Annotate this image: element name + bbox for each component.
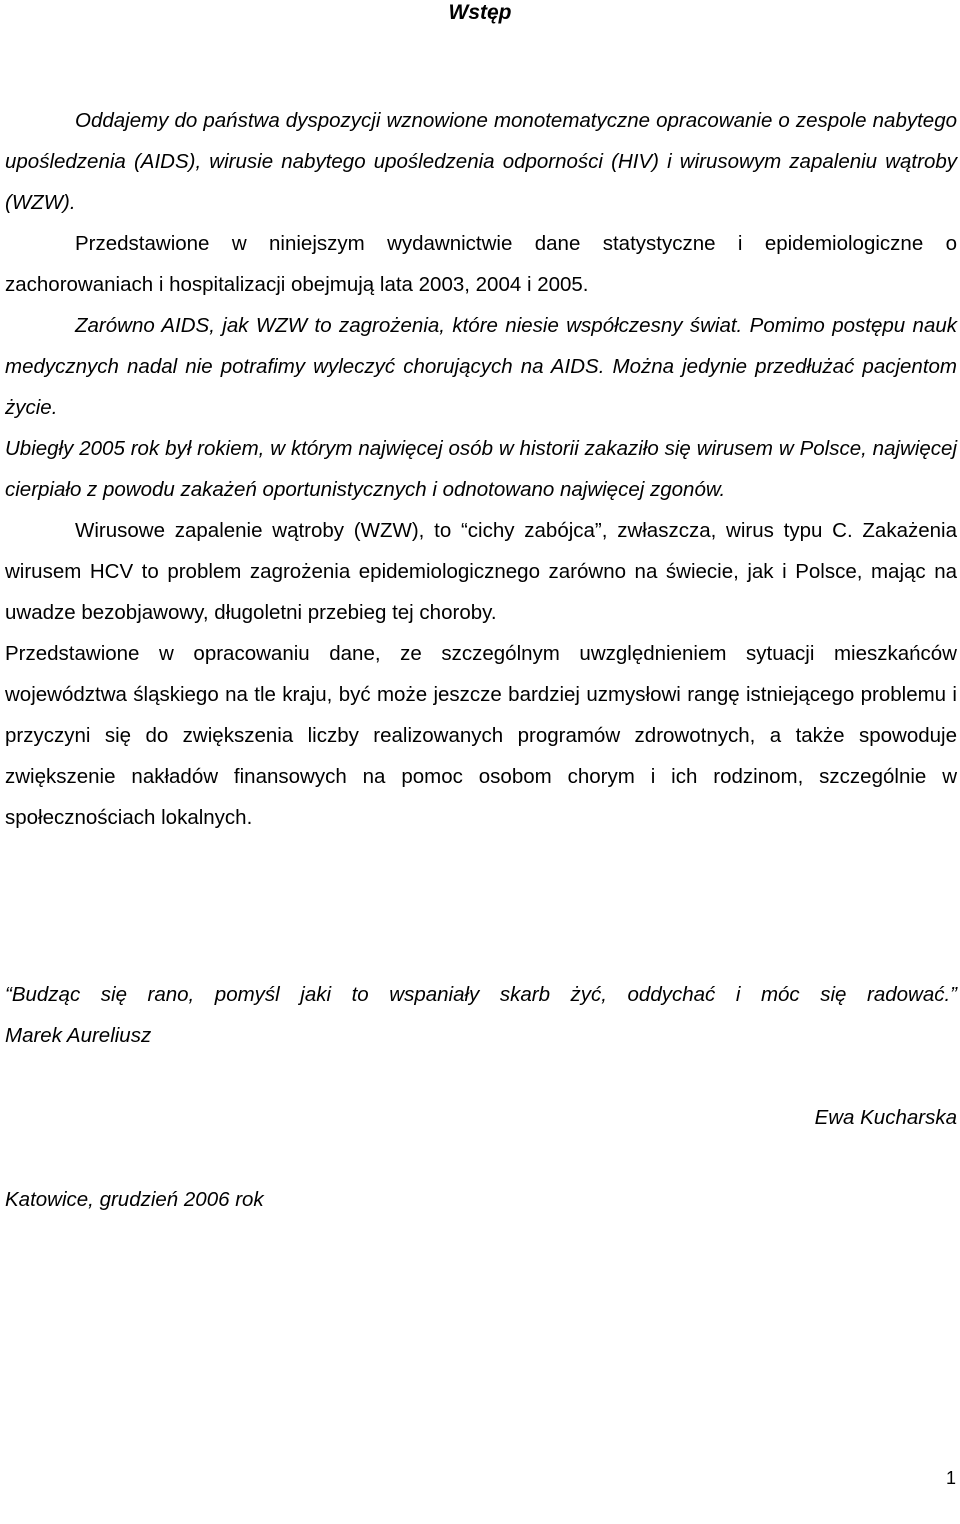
paragraph-aids: Zarówno AIDS, jak WZW to zagrożenia, które niesie współczesny świat. Pomimo postępu nauk medycznych nadal nie potrafimy wyleczyć chorujących na AIDS. Można jedynie przedłużać pacjentom życie.: [5, 314, 957, 419]
paragraph-wzw: Wirusowe zapalenie wątroby (WZW), to “cichy zabójca”, zwłaszcza, wirus typu C. Zakażenia wirusem HCV to problem zagrożenia epidemiologicznego zarówno na świecie, jak i Polsce, mając na uwadze bezobjawowy, długoletni przebieg tej choroby.: [5, 519, 957, 624]
paragraph-intro: Oddajemy do państwa dyspozycji wznowione monotematyczne opracowanie o zespole nabytego upośledzenia (AIDS), wirusie nabytego upośledzenia odporności (HIV) i wirusowym zapaleniu wątroby (WZW).: [5, 109, 957, 214]
body-text: [5, 100, 957, 838]
page-title: Wstęp: [448, 1, 512, 24]
paragraph-2005: Ubiegły 2005 rok był rokiem, w którym najwięcej osób w historii zakaziło się wirusem w Polsce, najwięcej cierpiało z powodu zakażeń oportunistycznych i odnotowano najwięcej zgonów.: [5, 437, 957, 501]
paragraph-conclusion: Przedstawione w opracowaniu dane, ze szczególnym uwzględnieniem sytuacji mieszkańców województwa śląskiego na tle kraju, być może jeszcze bardziej uzmysłowi rangę istniejącego problemu i przyczyni się do zwiększenia liczby realizowanych programów zdrowotnych, a także spowoduje zwiększenie nakładów finansowych na pomoc osobom chorym i ich rodzinom, szczególnie w społecznościach lokalnych.: [5, 642, 957, 829]
page-number: 1: [945, 1468, 956, 1488]
quote-author: Marek Aureliusz: [5, 1024, 152, 1047]
signature: Ewa Kucharska: [814, 1106, 957, 1129]
place-date: Katowice, grudzień 2006 rok: [5, 1188, 264, 1211]
paragraph-data-scope: Przedstawione w niniejszym wydawnictwie dane statystyczne i epidemiologiczne o zachorowaniach i hospitalizacji obejmują lata 2003, 2004 i 2005.: [5, 232, 957, 296]
quote: “Budząc się rano, pomyśl jaki to wspaniały skarb żyć, oddychać i móc się radować.”: [5, 983, 957, 1006]
